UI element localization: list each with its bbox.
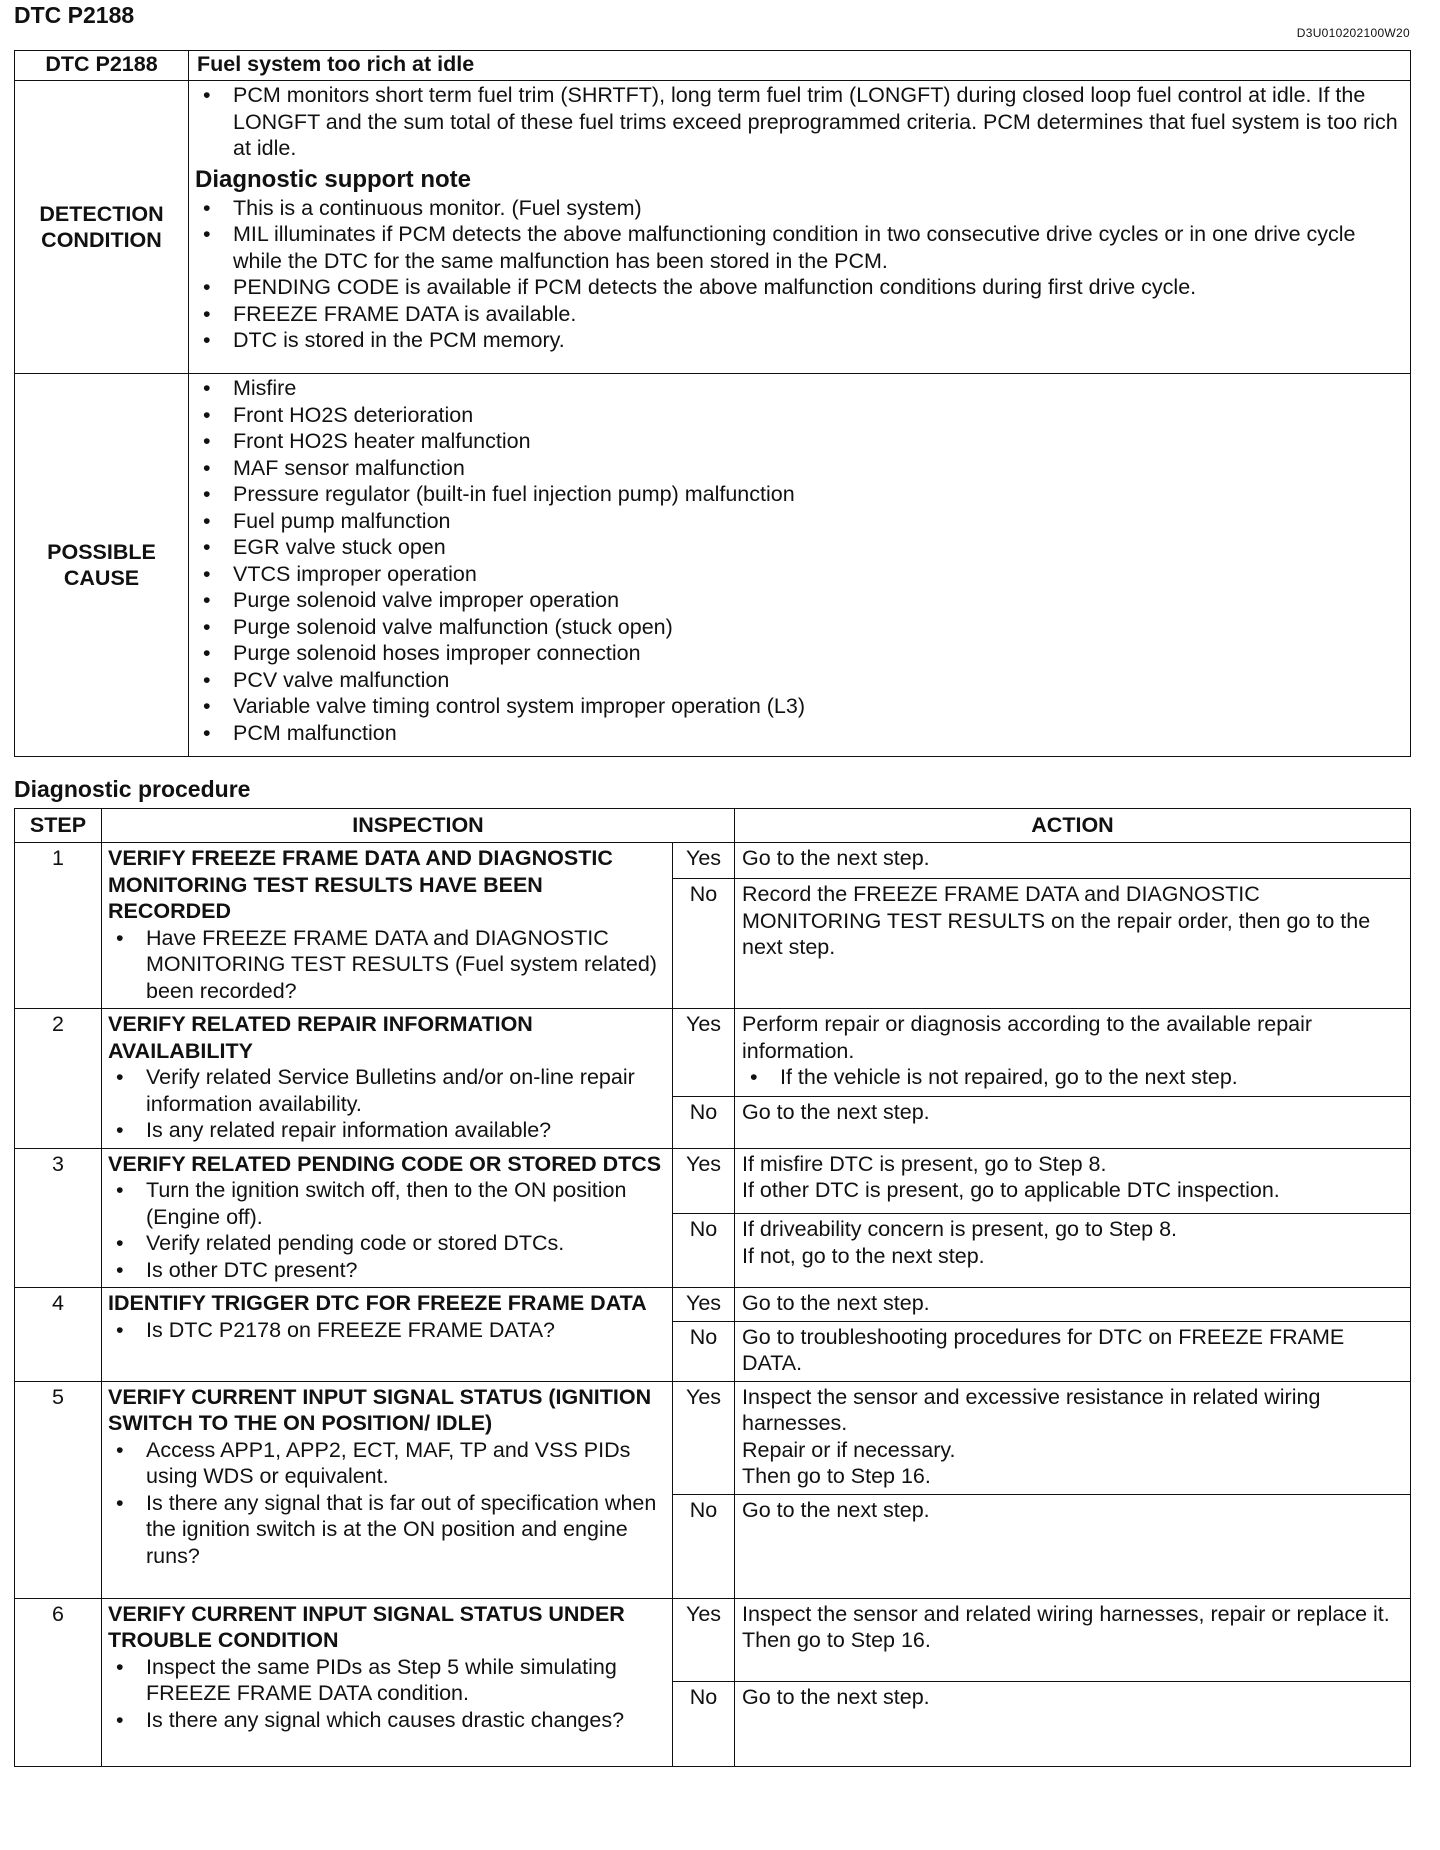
action-line: Go to the next step. [742,1684,930,1709]
list-item: • PCM malfunction [195,720,1404,747]
inspection-bullet: • Verify related pending code or stored DTCs. [108,1230,666,1257]
procedure-header-row [15,809,1411,843]
inspection-bullet: • Is any related repair information available? [108,1117,666,1144]
detection-condition-label: DETECTION CONDITION [15,81,189,374]
inspection-bullets [108,925,666,1005]
inspection-title: VERIFY RELATED PENDING CODE OR STORED DTCS [108,1151,662,1176]
no-label: No [673,879,735,1009]
detection-condition-content [189,81,1411,374]
diagnostic-procedure-table [14,808,1411,1767]
yes-label: Yes [673,843,735,879]
action-line: Perform repair or diagnosis according to the available repair information. [742,1012,1313,1063]
yes-action [735,1009,1411,1097]
yes-action [735,1288,1411,1322]
inspection-bullet: • Is there any signal that is far out of specification when the ignition switch is at the ON position and engine runs? [108,1490,666,1570]
list-item: • Purge solenoid valve improper operation [195,587,1404,614]
action-line: Go to the next step. [742,1100,930,1125]
support-note-title: Diagnostic support note [195,165,471,193]
inspection-cell [102,1288,673,1382]
list-item: • Misfire [195,375,1404,402]
step-number: 5 [15,1381,102,1598]
inspection-title: IDENTIFY TRIGGER DTC FOR FREEZE FRAME DATA [108,1291,647,1315]
possible-cause-label: POSSIBLE CAUSE [15,374,189,757]
action-line: Go to troubleshooting procedures for DTC on FREEZE FRAME DATA. [742,1324,1345,1375]
inspection-bullet: • Is DTC P2178 on FREEZE FRAME DATA? [108,1317,666,1344]
inspection-bullet: • Turn the ignition switch off, then to the ON position (Engine off). [108,1177,666,1230]
step-number: 1 [15,843,102,1009]
step-number: 6 [15,1598,102,1766]
step-number: 4 [15,1288,102,1382]
action-line: If other DTC is present, go to applicable DTC inspection. [742,1178,1280,1202]
inspection-header: INSPECTION [102,809,735,843]
possible-cause-list [189,374,1410,749]
action-line: Inspect the sensor and excessive resistance in related wiring harnesses. [742,1384,1321,1435]
possible-cause-row [15,374,1411,757]
list-item: • MIL illuminates if PCM detects the above malfunctioning condition in two consecutive drive cycles or in one drive cycle while the DTC for the same malfunction has been stored in the PCM. [195,221,1404,274]
inspection-cell [102,843,673,1009]
action-line: Repair or if necessary. [742,1437,956,1462]
yes-action [735,1381,1411,1494]
no-action [735,1494,1411,1598]
yes-action [735,1148,1411,1214]
list-item: • Purge solenoid hoses improper connection [195,640,1404,667]
list-item: • This is a continuous monitor. (Fuel system) [195,195,1404,222]
no-label: No [673,1214,735,1288]
no-label: No [673,1097,735,1148]
yes-label: Yes [673,1598,735,1681]
action-bullet: • If the vehicle is not repaired, go to the next step. [742,1064,1403,1091]
yes-label: Yes [673,1288,735,1322]
inspection-bullets [108,1064,666,1144]
procedure-step-row [15,1381,1411,1494]
step-number: 3 [15,1148,102,1288]
inspection-title: VERIFY CURRENT INPUT SIGNAL STATUS UNDER TROUBLE CONDITION [108,1601,625,1652]
list-item: • VTCS improper operation [195,561,1404,588]
section-title: Diagnostic procedure [14,776,251,802]
info-header-row [15,51,1411,81]
yes-action [735,843,1411,879]
page-title: DTC P2188 [14,2,135,28]
list-item: • Variable valve timing control system improper operation (L3) [195,693,1404,720]
list-item: • MAF sensor malfunction [195,455,1404,482]
procedure-step-row [15,843,1411,879]
inspection-bullets [108,1177,666,1283]
list-item: • PCM monitors short term fuel trim (SHRTFT), long term fuel trim (LONGFT) during closed loop fuel control at idle. If the LONGFT and the sum total of these fuel trims exceed preprogrammed criteria. PCM determines that fuel system is too rich at idle. [195,82,1404,162]
list-item: • Front HO2S deterioration [195,402,1404,429]
inspection-bullet: • Have FREEZE FRAME DATA and DIAGNOSTIC MONITORING TEST RESULTS (Fuel system related) been recorded? [108,925,666,1005]
procedure-step-row [15,1288,1411,1322]
no-action [735,1681,1411,1766]
inspection-cell [102,1009,673,1149]
action-line: Then go to Step 16. [742,1464,931,1488]
list-item: • Purge solenoid valve malfunction (stuck open) [195,614,1404,641]
no-action [735,1214,1411,1288]
dtc-code-cell: DTC P2188 [15,51,189,81]
inspection-title: VERIFY FREEZE FRAME DATA AND DIAGNOSTIC MONITORING TEST RESULTS HAVE BEEN RECORDED [108,846,613,923]
inspection-cell [102,1598,673,1766]
inspection-cell [102,1148,673,1288]
list-item: • PENDING CODE is available if PCM detects the above malfunction conditions during first drive cycle. [195,274,1404,301]
no-action [735,1321,1411,1381]
inspection-bullet: • Is there any signal which causes drastic changes? [108,1707,666,1734]
dtc-info-table [14,50,1411,757]
procedure-step-row [15,1598,1411,1681]
list-item: • Front HO2S heater malfunction [195,428,1404,455]
no-action [735,879,1411,1009]
inspection-bullet: • Inspect the same PIDs as Step 5 while simulating FREEZE FRAME DATA condition. [108,1654,666,1707]
action-line: Then go to Step 16. [742,1628,931,1652]
action-header: ACTION [735,809,1411,843]
step-header: STEP [15,809,102,843]
inspection-bullet: • Verify related Service Bulletins and/or on-line repair information availability. [108,1064,666,1117]
list-item: • EGR valve stuck open [195,534,1404,561]
support-note-list [189,194,1410,357]
action-line: If not, go to the next step. [742,1243,985,1268]
action-line: If driveability concern is present, go to Step 8. [742,1217,1178,1242]
yes-label: Yes [673,1148,735,1214]
inspection-title: VERIFY CURRENT INPUT SIGNAL STATUS (IGNITION SWITCH TO THE ON POSITION/ IDLE) [108,1384,652,1435]
list-item: • PCV valve malfunction [195,667,1404,694]
document-code: D3U010202100W20 [1296,26,1410,40]
action-line: Go to the next step. [742,846,930,870]
yes-action [735,1598,1411,1681]
yes-label: Yes [673,1381,735,1494]
no-label: No [673,1494,735,1598]
action-bullets [742,1064,1403,1091]
list-item: • Pressure regulator (built-in fuel injection pump) malfunction [195,481,1404,508]
no-label: No [673,1681,735,1766]
procedure-step-row [15,1148,1411,1214]
action-line: If misfire DTC is present, go to Step 8. [742,1151,1107,1176]
dtc-description-cell: Fuel system too rich at idle [189,51,1411,81]
action-line: Record the FREEZE FRAME DATA and DIAGNOSTIC MONITORING TEST RESULTS on the repair order, then go to the next step. [742,882,1371,960]
detection-intro-list [189,81,1410,165]
action-line: Inspect the sensor and related wiring harnesses, repair or replace it. [742,1601,1390,1626]
no-label: No [673,1321,735,1381]
yes-label: Yes [673,1009,735,1097]
inspection-bullet: • Access APP1, APP2, ECT, MAF, TP and VSS PIDs using WDS or equivalent. [108,1437,666,1490]
inspection-title: VERIFY RELATED REPAIR INFORMATION AVAILABILITY [108,1012,533,1063]
inspection-bullet: • Is other DTC present? [108,1257,666,1284]
step-number: 2 [15,1009,102,1149]
inspection-bullets [108,1437,666,1570]
inspection-bullets [108,1654,666,1734]
list-item: • FREEZE FRAME DATA is available. [195,301,1404,328]
detection-condition-row [15,81,1411,374]
action-line: Go to the next step. [742,1497,930,1522]
list-item: • Fuel pump malfunction [195,508,1404,535]
inspection-bullets [108,1317,666,1344]
action-line: Go to the next step. [742,1291,930,1315]
list-item: • DTC is stored in the PCM memory. [195,327,1404,354]
possible-cause-content [189,374,1411,757]
procedure-step-row [15,1009,1411,1097]
inspection-cell [102,1381,673,1598]
no-action [735,1097,1411,1148]
